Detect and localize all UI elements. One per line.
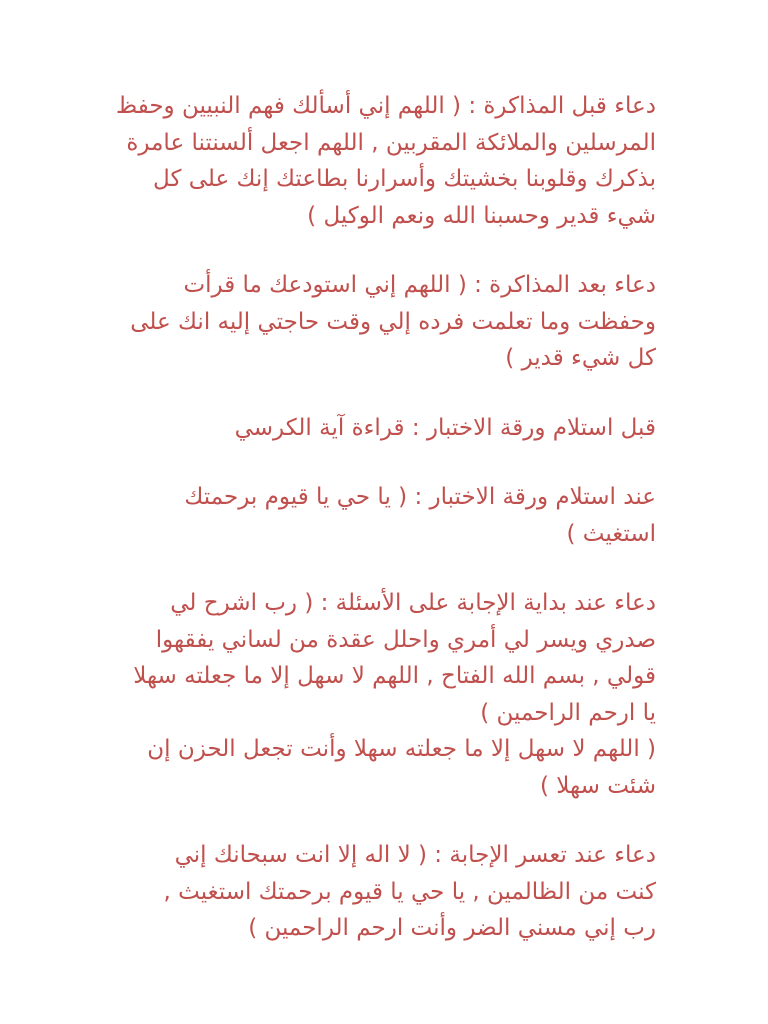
dua-after-studying: دعاء بعد المذاكرة : ( اللهم إني استودعك ما قرأت وحفظت وما تعلمت فرده إلي وقت حاجتي إليه انك على كل شيء قدير )	[130, 272, 656, 371]
before-receiving-exam-paper: قبل استلام ورقة الاختبار : قراءة آية الكرسي	[234, 414, 656, 441]
dua-difficult-answer: دعاء عند تعسر الإجابة : ( لا اله إلا انت سبحانك إني كنت من الظالمين , يا حي يا قيوم برحمتك استغيث , رب إني مسني الضر وأنت ارحم الراحمين )	[163, 842, 656, 941]
dua-start-answering: دعاء عند بداية الإجابة على الأسئلة : ( رب اشرح لي صدري ويسر لي أمري واحلل عقدة من لساني يفقهوا قولي , بسم الله الفتاح , اللهم لا سهل إلا ما جعلته سهلا يا ارحم الراحمين )	[133, 590, 656, 726]
dua-make-easy: ( اللهم لا سهل إلا ما جعلته سهلا وأنت تجعل الحزن إن شئت سهلا )	[147, 736, 656, 799]
document-page	[110, 88, 656, 947]
dua-before-studying: دعاء قبل المذاكرة : ( اللهم إني أسألك فهم النبيين وحفظ المرسلين والملائكة المقربين , اللهم اجعل ألسنتنا عامرة بذكرك وقلوبنا بخشيتك وأسرارنا بطاعتك إنك على كل شيء قدير وحسبنا الله ونعم الوكيل )	[115, 93, 656, 229]
on-receiving-exam-paper: عند استلام ورقة الاختبار : ( يا حي يا قيوم برحمتك استغيث )	[184, 484, 656, 547]
